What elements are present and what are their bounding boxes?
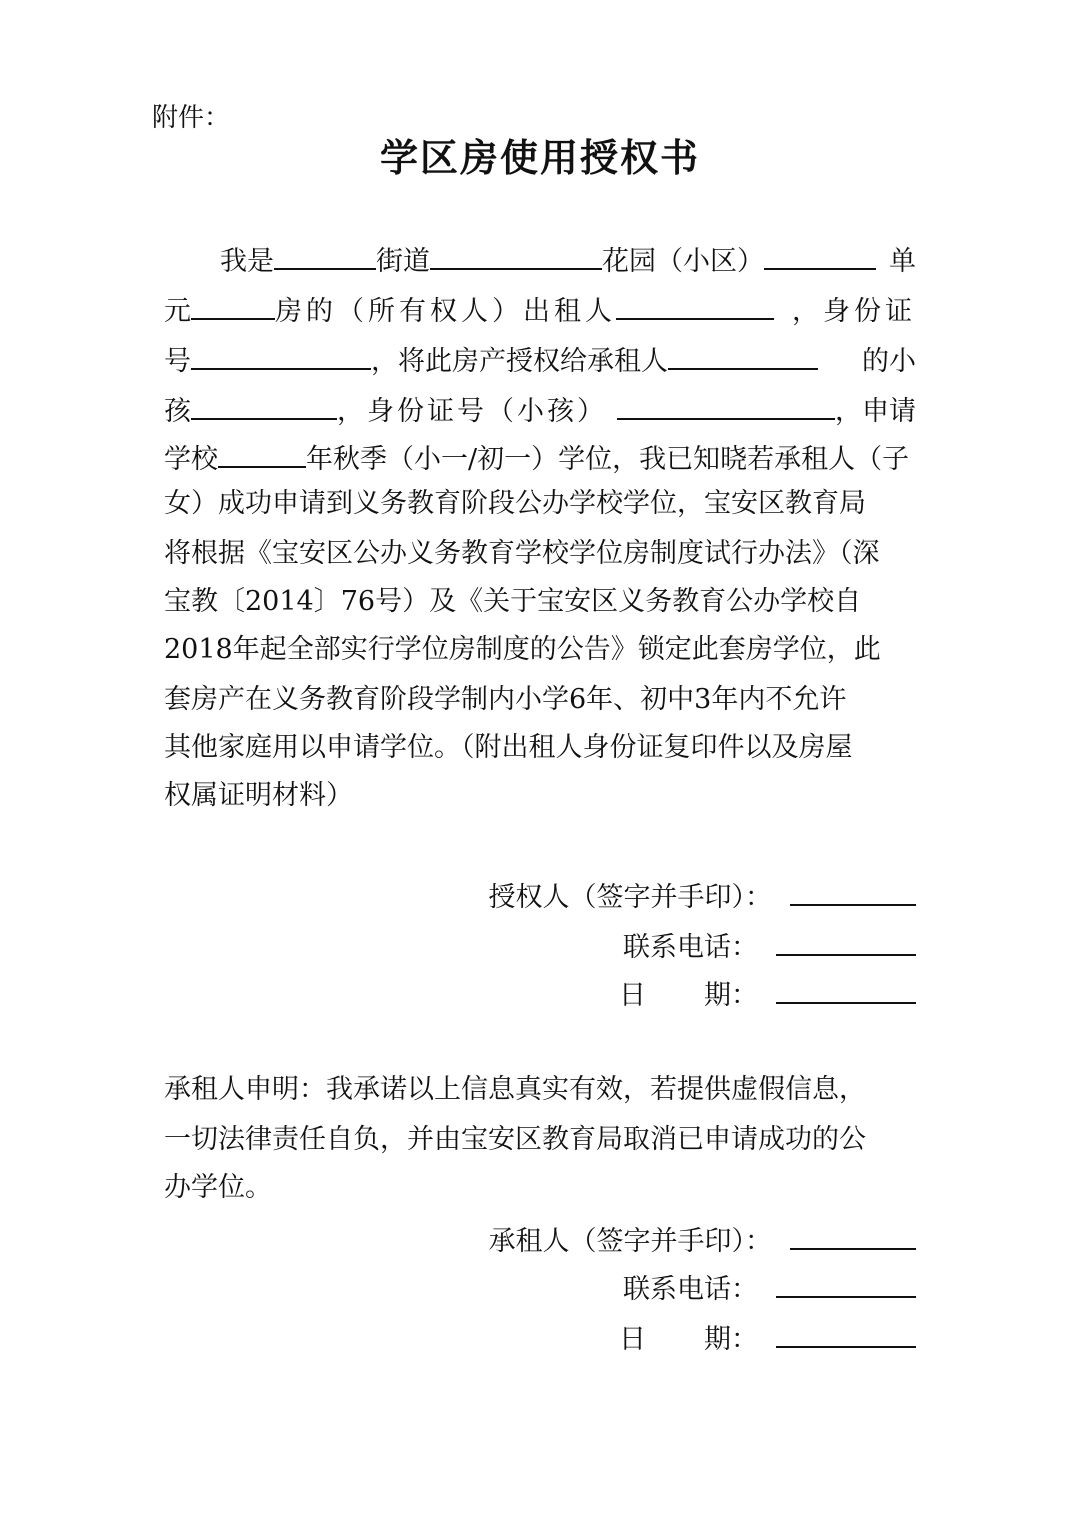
body-line-4: 孩 ，身份证号（小孩） ，申请 <box>164 388 916 428</box>
body-line-1: 我是 街道 花园（小区） 单 <box>220 238 916 278</box>
authorizer-date-row: 日 期： <box>619 972 916 1012</box>
body-line-2: 元 房的（所有权人）出租人 ，身份证 <box>164 288 916 328</box>
tenant-signature-blank[interactable] <box>790 1218 916 1250</box>
authorizer-phone-blank[interactable] <box>776 924 916 956</box>
tenant-name-blank[interactable] <box>668 338 818 370</box>
body-line-6: 女）成功申请到义务教育阶段公办学校学位，宝安区教育局 <box>164 488 866 519</box>
body-line-8: 宝教〔2014〕76号）及《关于宝安区义务教育公办学校自 <box>164 586 862 617</box>
authorizer-signature-row: 授权人（签字并手印）： <box>489 874 917 914</box>
child-id-blank[interactable] <box>617 388 835 420</box>
body-line-12: 权属证明材料） <box>164 780 353 811</box>
body-line-11: 其他家庭用以申请学位。（附出租人身份证复印件以及房屋 <box>164 732 853 763</box>
authorizer-phone-row: 联系电话： <box>623 924 916 964</box>
attachment-label: 附件： <box>152 103 231 133</box>
garden-blank[interactable] <box>430 238 602 270</box>
body-line-7: 将根据《宝安区公办义务教育学校学位房制度试行办法》（深 <box>164 538 880 569</box>
authorizer-date-blank[interactable] <box>776 972 916 1004</box>
tenant-phone-row: 联系电话： <box>623 1266 916 1306</box>
body-line-10: 套房产在义务教育阶段学制内小学6年、初中3年内不允许 <box>164 684 847 715</box>
authorizer-signature-blank[interactable] <box>790 874 916 906</box>
landlord-id-blank[interactable] <box>191 338 371 370</box>
tenant-date-blank[interactable] <box>776 1316 916 1348</box>
tenant-date-row: 日 期： <box>619 1316 916 1356</box>
unit-blank[interactable] <box>764 238 876 270</box>
street-blank[interactable] <box>274 238 376 270</box>
body-line-3: 号 ，将此房产授权给承租人 的小 <box>164 338 916 378</box>
tenant-statement-line-3: 办学位。 <box>164 1172 272 1203</box>
school-year-blank[interactable] <box>218 436 306 468</box>
tenant-phone-blank[interactable] <box>776 1266 916 1298</box>
tenant-statement-line-2: 一切法律责任自负，并由宝安区教育局取消已申请成功的公 <box>164 1124 866 1155</box>
tenant-statement-line-1: 承租人申明：我承诺以上信息真实有效，若提供虚假信息， <box>164 1074 866 1105</box>
page-title: 学区房使用授权书 <box>379 135 700 180</box>
body-line-5: 学校 年秋季（小一/初一）学位，我已知晓若承租人（子 <box>164 436 916 476</box>
child-name-blank[interactable] <box>191 388 337 420</box>
room-blank[interactable] <box>191 288 275 320</box>
landlord-name-blank[interactable] <box>616 288 774 320</box>
tenant-signature-row: 承租人（签字并手印）： <box>489 1218 917 1258</box>
body-line-9: 2018年起全部实行学位房制度的公告》锁定此套房学位，此 <box>164 634 881 665</box>
